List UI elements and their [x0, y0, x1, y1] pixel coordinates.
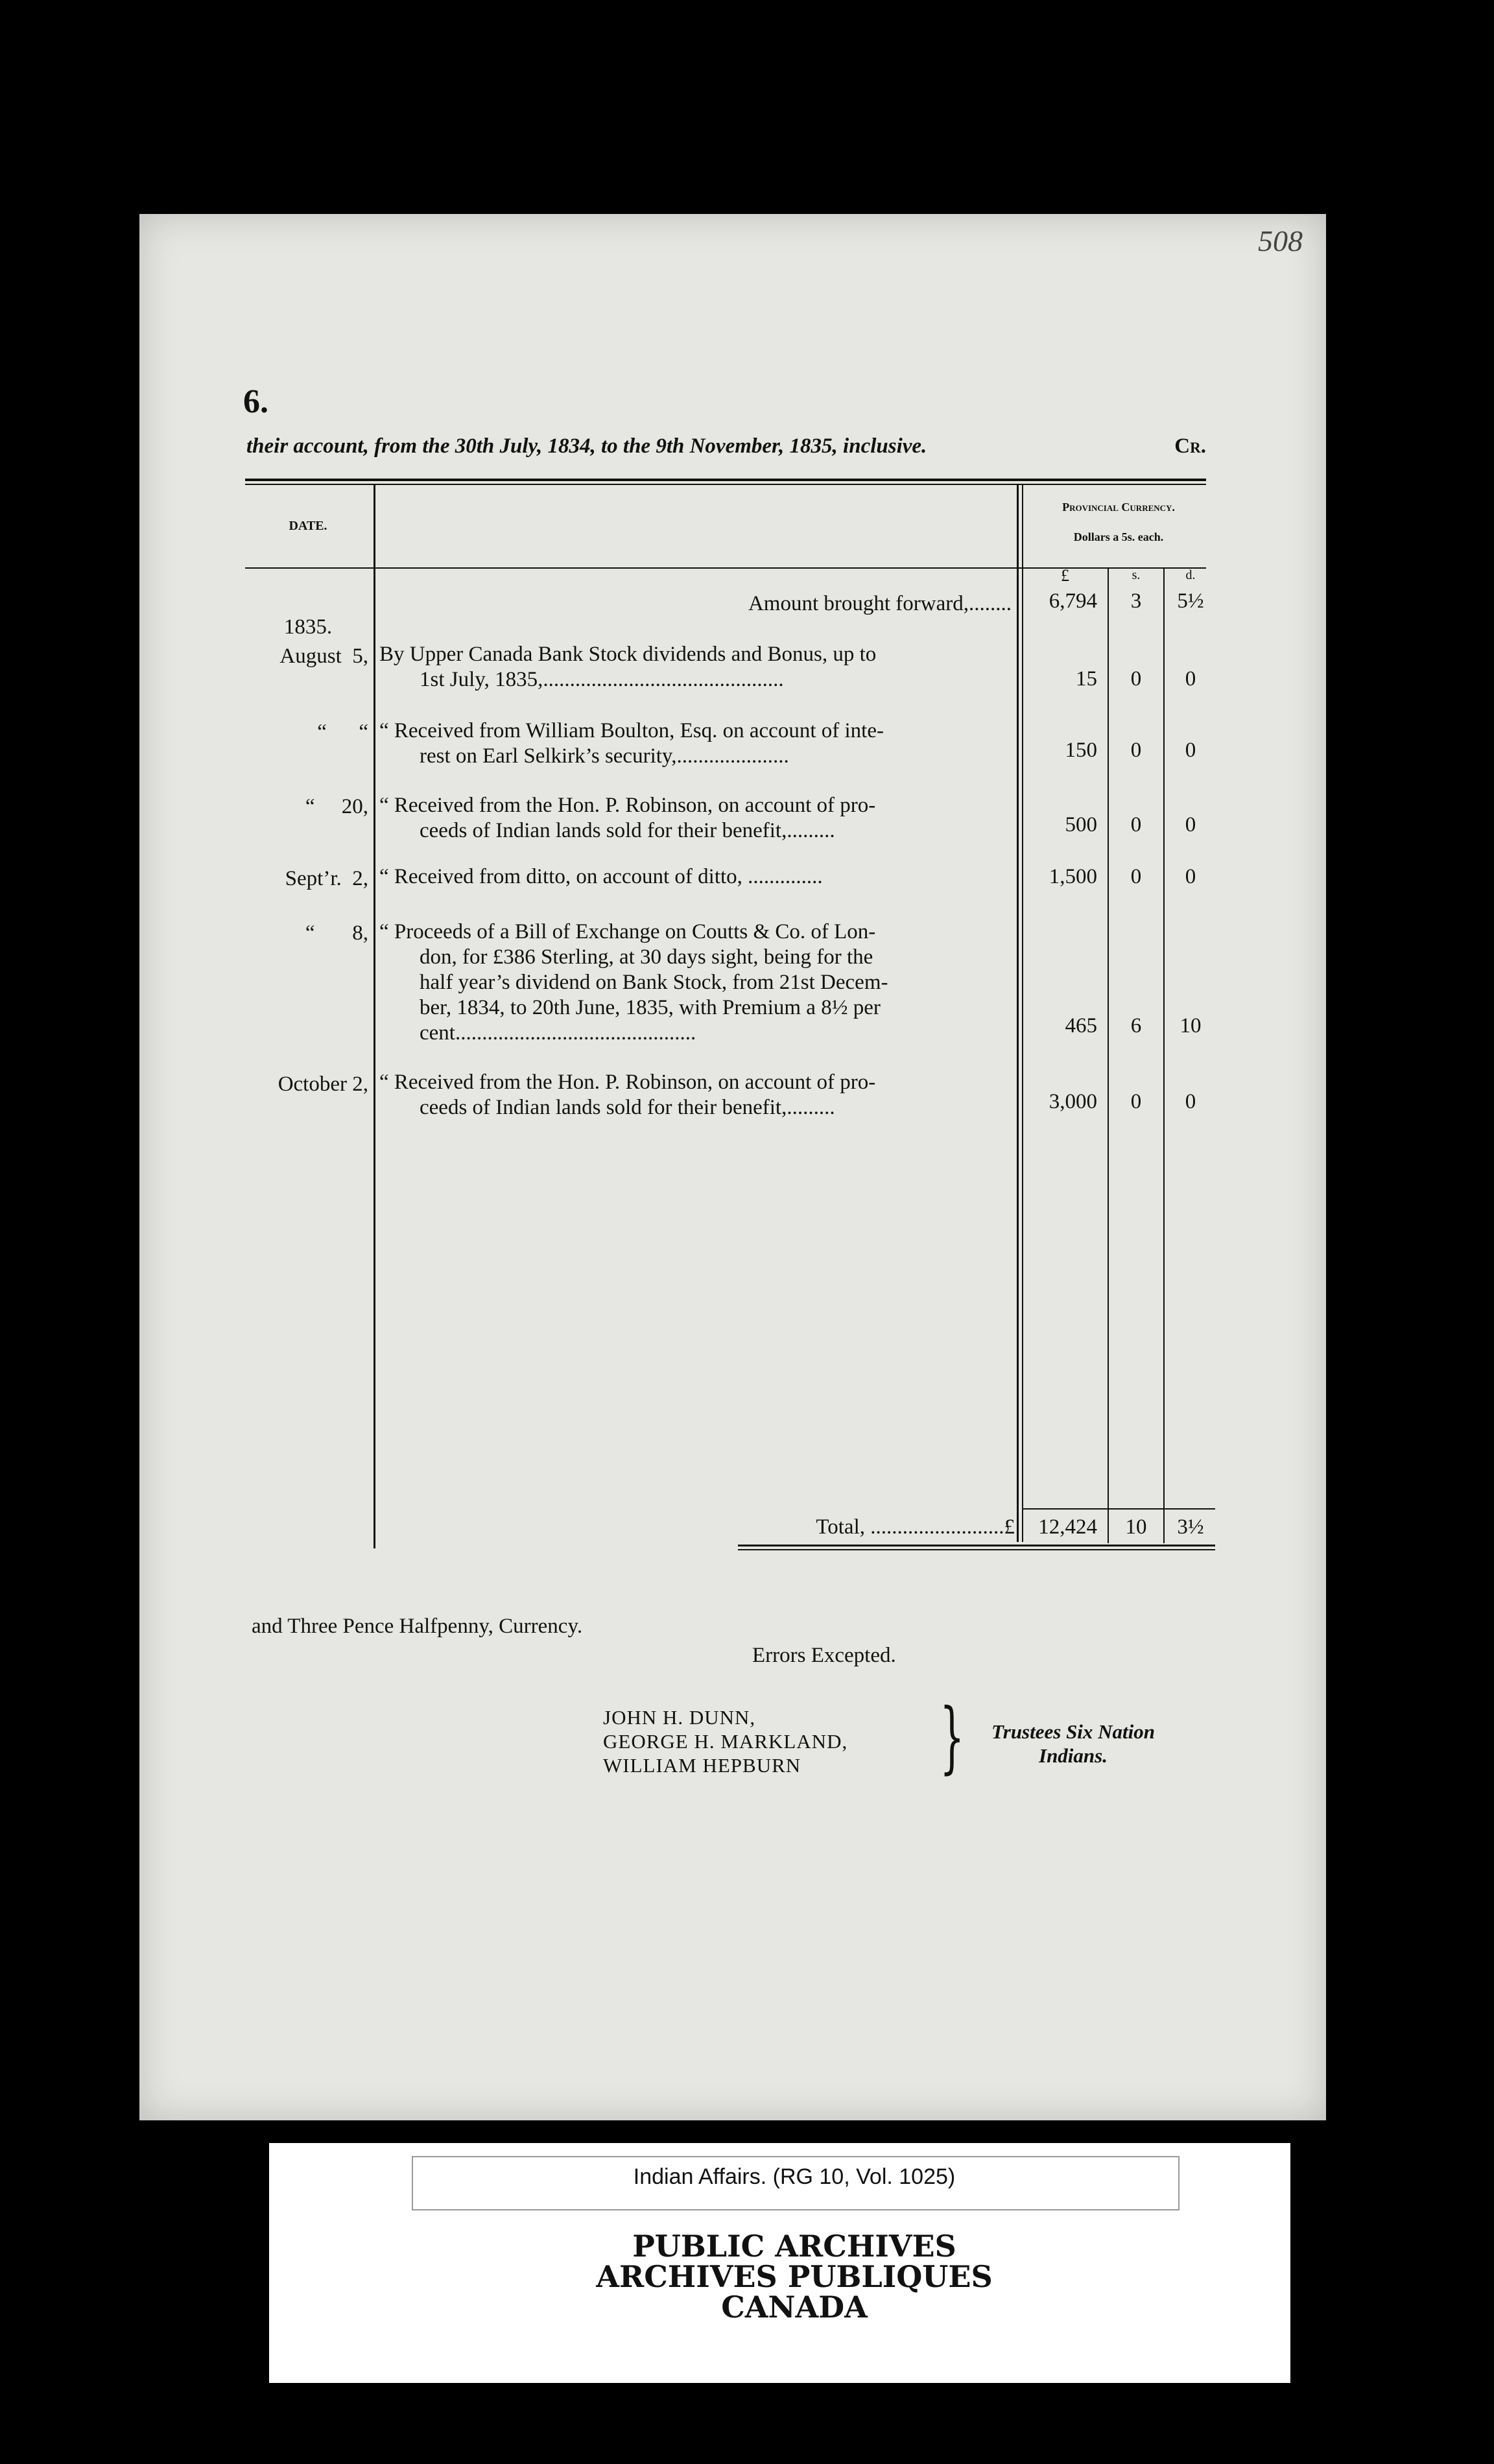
brought-forward-pounds: 6,794 [1049, 589, 1097, 613]
date-column-rule [374, 485, 375, 1548]
description-line: rest on Earl Selkirk’s security,..................... [420, 744, 789, 768]
description-line: ber, 1834, to 20th June, 1835, with Premium a 8½ per [420, 996, 881, 1019]
account-heading [246, 434, 1206, 458]
amount-in-words: and Three Pence Halfpenny, Currency. [252, 1615, 583, 1638]
description-line: “ Received from the Hon. P. Robinson, on account of pro- [379, 1071, 876, 1094]
description-line: ceeds of Indian lands sold for their benefit,......... [420, 819, 835, 842]
errors-excepted: Errors Excepted. [752, 1644, 896, 1667]
table-row-date: Sept’r. 2, [285, 867, 368, 890]
table-row-description [379, 919, 1012, 1046]
trustees-line: Indians. [1039, 1744, 1108, 1767]
shillings-column-rule [1163, 567, 1165, 1543]
table-row-date: “ 8, [305, 921, 368, 945]
table-row-pence: 0 [1185, 1090, 1196, 1113]
table-row-pence: 0 [1185, 667, 1196, 691]
table-row-shillings: 0 [1130, 813, 1142, 836]
table-row-pounds: 150 [1065, 739, 1097, 762]
brought-forward-pence: 5½ [1177, 589, 1204, 613]
signatories [603, 1705, 848, 1777]
trustees-label [960, 1720, 1187, 1768]
amount-column-rule-left-2 [1022, 485, 1023, 1542]
date-header: DATE. [289, 519, 327, 533]
signatory-name: JOHN H. DUNN, [603, 1706, 756, 1729]
signatory-name: GEORGE H. MARKLAND, [603, 1730, 848, 1753]
heading-text: their account, from the 30th July, 1834, to the 9th November, 1835, inclusive. [246, 434, 927, 458]
table-row-shillings: 6 [1130, 1014, 1142, 1037]
table-row-shillings: 0 [1130, 667, 1142, 691]
description-line: “ Received from the Hon. P. Robinson, on account of pro- [379, 794, 876, 817]
pounds-column-rule [1108, 567, 1109, 1543]
table-row-date: October 2, [278, 1072, 368, 1096]
currency-subheader: Dollars a 5s. each. [1073, 530, 1164, 543]
table-row-pounds: 500 [1065, 813, 1097, 836]
table-row-pence: 0 [1185, 865, 1196, 888]
table-row-description [379, 864, 1012, 890]
total-label: Total, .........................£ [816, 1515, 1015, 1539]
table-row-shillings: 0 [1130, 865, 1142, 888]
trustees-line: Trustees Six Nation [991, 1720, 1156, 1743]
document-page [139, 214, 1326, 2120]
brought-forward-shillings: 3 [1130, 589, 1142, 613]
amount-column-rule-left [1017, 485, 1019, 1542]
table-row-description [379, 642, 1012, 693]
total-top-rule [1022, 1508, 1215, 1510]
table-row-shillings: 0 [1130, 739, 1142, 762]
archive-stamp-line: PUBLIC ARCHIVES [632, 2229, 956, 2264]
table-row-pounds: 1,500 [1049, 865, 1097, 888]
total-bottom-rule [738, 1545, 1215, 1546]
signatory-name: WILLIAM HEPBURN [603, 1754, 801, 1777]
page-number: 6. [243, 383, 268, 420]
description-line: don, for £386 Sterling, at 30 days sight, being for the [420, 945, 873, 969]
table-row-pence: 10 [1180, 1014, 1202, 1037]
table-row-date: August 5, [279, 645, 368, 668]
description-line: ceeds of Indian lands sold for their benefit,......... [420, 1096, 835, 1119]
curly-brace: } [940, 1692, 965, 1783]
description-line: “ Received from William Boulton, Esq. on account of inte- [379, 719, 884, 742]
description-line: 1st July, 1835,............................................. [420, 668, 784, 691]
table-row-description [379, 718, 1012, 769]
table-row-pence: 0 [1185, 813, 1196, 836]
description-line: “ Received from ditto, on account of ditto, .............. [379, 865, 823, 888]
table-row-date: “ “ [317, 720, 368, 744]
table-row-date: “ 20, [305, 795, 368, 818]
year-label: 1835. [283, 615, 333, 639]
description-line: half year’s dividend on Bank Stock, from 21st Decem- [420, 971, 888, 994]
table-row-description [379, 1070, 1012, 1120]
total-bottom-rule-2 [738, 1549, 1215, 1550]
description-line: By Upper Canada Bank Stock dividends and Bonus, up to [379, 643, 877, 666]
pence-header: d. [1185, 568, 1196, 582]
description-line: cent............................................. [420, 1021, 696, 1045]
table-top-rule-thin [245, 484, 1206, 485]
total-pounds: 12,424 [1038, 1515, 1097, 1539]
credit-label: Cr. [1174, 434, 1206, 458]
pounds-header: £ [1061, 566, 1069, 585]
brought-forward-label: Amount brought forward,........ [748, 592, 1012, 615]
archive-stamp-line: CANADA [721, 2290, 868, 2325]
archive-reference: Indian Affairs. (RG 10, Vol. 1025) [633, 2164, 956, 2189]
currency-header: Provincial Currency. [1062, 501, 1175, 514]
total-shillings: 10 [1125, 1515, 1147, 1539]
total-pence: 3½ [1177, 1515, 1204, 1539]
table-top-rule [245, 479, 1206, 481]
table-row-shillings: 0 [1130, 1090, 1142, 1113]
table-row-pounds: 465 [1065, 1014, 1097, 1037]
archive-stamp-line: ARCHIVES PUBLIQUES [596, 2259, 993, 2294]
table-row-pence: 0 [1185, 739, 1196, 762]
table-row-description [379, 793, 1012, 844]
table-row-pounds: 3,000 [1049, 1090, 1097, 1113]
folio-number: 508 [1258, 224, 1303, 257]
description-line: “ Proceeds of a Bill of Exchange on Coutts & Co. of Lon- [379, 920, 876, 943]
table-row-pounds: 15 [1076, 667, 1097, 691]
shillings-header: s. [1132, 568, 1141, 582]
